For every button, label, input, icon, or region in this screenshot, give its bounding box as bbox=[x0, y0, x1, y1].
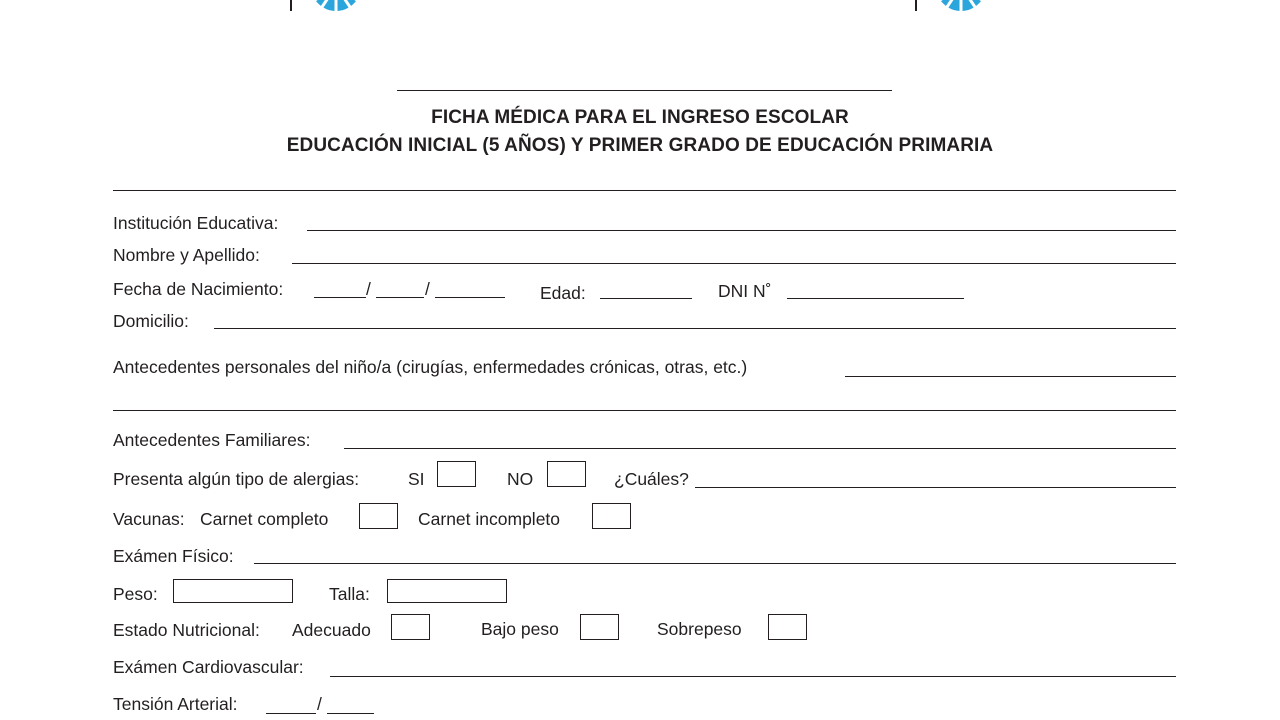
tension-separator: / bbox=[317, 694, 322, 714]
tension-sistolica-field[interactable] bbox=[266, 713, 316, 714]
carnet-incompleto-checkbox[interactable] bbox=[592, 503, 631, 529]
talla-input[interactable] bbox=[387, 579, 507, 603]
examen-fisico-field[interactable] bbox=[254, 563, 1176, 564]
bajo-peso-label: Bajo peso bbox=[481, 619, 559, 639]
logo-divider bbox=[290, 0, 292, 11]
institucion-label: Institución Educativa: bbox=[113, 213, 279, 233]
examen-cardiovascular-label: Exámen Cardiovascular: bbox=[113, 657, 304, 677]
carnet-incompleto-label: Carnet incompleto bbox=[418, 509, 561, 529]
tension-diastolica-field[interactable] bbox=[327, 713, 374, 714]
sobrepeso-label: Sobrepeso bbox=[657, 619, 742, 639]
carnet-completo-label: Carnet completo bbox=[200, 509, 329, 529]
antecedentes-personales-field[interactable] bbox=[845, 376, 1176, 377]
edad-field[interactable] bbox=[600, 298, 692, 299]
divider bbox=[113, 190, 1176, 191]
dni-label: DNI N˚ bbox=[718, 281, 772, 301]
ministry-logo-icon bbox=[310, 0, 362, 12]
fecha-nacimiento-label: Fecha de Nacimiento: bbox=[113, 279, 284, 299]
nombre-label: Nombre y Apellido: bbox=[113, 245, 260, 265]
cuales-field[interactable] bbox=[695, 487, 1176, 488]
peso-label: Peso: bbox=[113, 584, 158, 604]
domicilio-field[interactable] bbox=[214, 328, 1176, 329]
antecedentes-personales-field-2[interactable] bbox=[113, 410, 1176, 411]
adecuado-checkbox[interactable] bbox=[391, 614, 430, 640]
cuales-label: ¿Cuáles? bbox=[614, 469, 689, 489]
date-separator: / bbox=[425, 279, 430, 299]
estado-nutricional-label: Estado Nutricional: bbox=[113, 620, 260, 640]
date-separator: / bbox=[366, 279, 371, 299]
fecha-anio-field[interactable] bbox=[435, 297, 505, 298]
talla-label: Talla: bbox=[329, 584, 370, 604]
antecedentes-familiares-label: Antecedentes Familiares: bbox=[113, 430, 311, 450]
fecha-dia-field[interactable] bbox=[314, 297, 366, 298]
alergias-no-checkbox[interactable] bbox=[547, 461, 586, 487]
tension-arterial-label: Tensión Arterial: bbox=[113, 694, 238, 714]
dni-field[interactable] bbox=[787, 298, 964, 299]
page-title: FICHA MÉDICA PARA EL INGRESO ESCOLAR bbox=[431, 107, 849, 128]
nombre-field[interactable] bbox=[292, 263, 1176, 264]
domicilio-label: Domicilio: bbox=[113, 311, 189, 331]
alergias-label: Presenta algún tipo de alergias: bbox=[113, 469, 360, 489]
page-subtitle: EDUCACIÓN INICIAL (5 AÑOS) Y PRIMER GRADO DE EDUCACIÓN PRIMARIA bbox=[286, 135, 994, 156]
institucion-field[interactable] bbox=[307, 230, 1176, 231]
sobrepeso-checkbox[interactable] bbox=[768, 614, 807, 640]
bajo-peso-checkbox[interactable] bbox=[580, 614, 619, 640]
logo-divider bbox=[915, 0, 917, 11]
ministry-logo-icon bbox=[935, 0, 987, 12]
peso-input[interactable] bbox=[173, 579, 293, 603]
edad-label: Edad: bbox=[540, 283, 586, 303]
examen-cardiovascular-field[interactable] bbox=[330, 676, 1176, 677]
fecha-mes-field[interactable] bbox=[376, 297, 424, 298]
examen-fisico-label: Exámen Físico: bbox=[113, 546, 234, 566]
adecuado-label: Adecuado bbox=[292, 620, 371, 640]
antecedentes-familiares-field[interactable] bbox=[344, 448, 1176, 449]
vacunas-label: Vacunas: bbox=[113, 509, 185, 529]
alergias-si-label: SI bbox=[408, 469, 425, 489]
carnet-completo-checkbox[interactable] bbox=[359, 503, 398, 529]
alergias-no-label: NO bbox=[507, 469, 534, 489]
header-signature-line bbox=[397, 90, 892, 91]
alergias-si-checkbox[interactable] bbox=[437, 461, 476, 487]
antecedentes-personales-label: Antecedentes personales del niño/a (cirugías, enfermedades crónicas, otras, etc.) bbox=[113, 357, 748, 377]
